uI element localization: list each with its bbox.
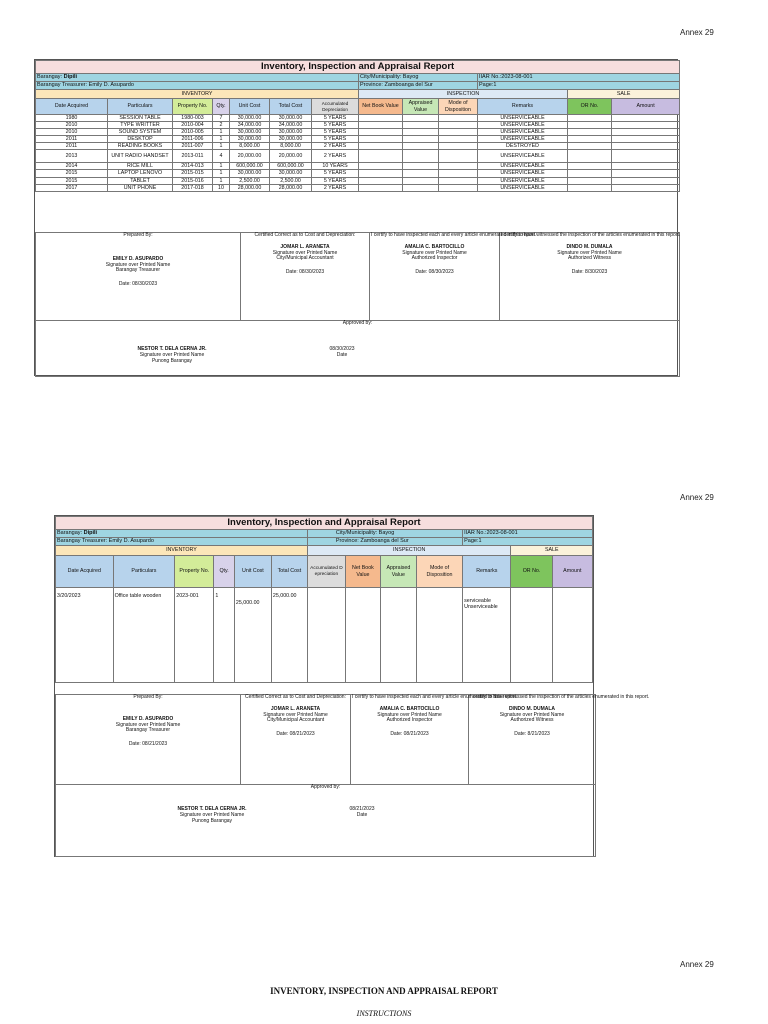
table-row [36, 122, 680, 129]
instructions-title: INVENTORY, INSPECTION AND APPRAISAL REPORT [270, 986, 498, 996]
cell-qty: 7 [213, 115, 230, 122]
cell-amount [612, 115, 680, 122]
cell-particulars: SESSION TABLE [108, 115, 173, 122]
province: Province: Zamboanga del Sur [359, 82, 478, 90]
header-mode-of-disposition: Mode of Disposition [416, 556, 462, 588]
cell-mode-of-disposition [439, 136, 478, 143]
cell-accum-depreciation: 5 YEARS [312, 177, 359, 184]
municipality: City/Municipality: Bayog [307, 530, 462, 538]
cell-unit-cost: 8,000.00 [230, 143, 270, 150]
cell-or-no [568, 163, 612, 170]
cell-qty: 2 [213, 122, 230, 129]
iiar-no: IIAR No.:2023-08-001 [463, 530, 593, 538]
cell-appraised-value [403, 129, 439, 136]
cell-mode-of-disposition [439, 177, 478, 184]
cell-date: 2015 [36, 170, 108, 177]
cell-remarks: UNSERVICEABLE [478, 129, 568, 136]
approve-date: 08/30/2023 [329, 346, 355, 352]
cell-qty: 1 [213, 136, 230, 143]
report-title: Inventory, Inspection and Appraisal Report [56, 517, 593, 530]
cell-amount [612, 136, 680, 143]
cell-property-no: 2010-004 [173, 122, 213, 129]
report-1-table [35, 60, 680, 192]
header-property-no: Property No. [175, 556, 214, 588]
approved-block: Approved by: NESTOR T. DELA CERNA JR. Signature over Printed Name Punong Barangay 08/30/2023 Date [36, 321, 680, 377]
cell-unit-cost: 30,000.00 [230, 115, 270, 122]
cell-particulars: DESKTOP [108, 136, 173, 143]
cell-date: 2015 [36, 177, 108, 184]
municipality: City/Municipality: Bayog [359, 74, 478, 82]
witnessed-block: I certify to have witnessed the inspection of the articles enumerated in this report. DINDO M. DUMALA Signature over Printed Name Authorized Witness Date: 8/21/2023 [469, 695, 596, 785]
cell-amount [552, 588, 592, 683]
header-total-cost: Total Cost [271, 556, 307, 588]
header-accum-depreciation: Accumulated Depreciation [312, 99, 359, 115]
cell-date: 2013 [36, 150, 108, 163]
cell-date: 2010 [36, 129, 108, 136]
inspected-block: I certify to have inspected each and every article enumerated in this report. AMALIA C. BARTOCILLO Signature over Printed Name Authorized Inspector Date: 08/30/2023 [370, 233, 500, 321]
cell-remarks: UNSERVICEABLE [478, 177, 568, 184]
cell-unit-cost: 2,500.00 [230, 177, 270, 184]
header-particulars: Particulars [108, 99, 173, 115]
cell-qty: 1 [213, 163, 230, 170]
cell-or-no [568, 136, 612, 143]
cell-remarks: UNSERVICEABLE [478, 184, 568, 191]
cell-or-no [568, 184, 612, 191]
cell-unit-cost: 30,000.00 [230, 129, 270, 136]
cell-total-cost: 8,000.00 [270, 143, 312, 150]
witnessed-block: I certify to have witnessed the inspection of the articles enumerated in this report. DINDO M. DUMALA Signature over Printed Name Authorized Witness Date: 8/30/2023 [500, 233, 680, 321]
cell-property-no: 1980-003 [173, 115, 213, 122]
cell-particulars: UNIT PHONE [108, 184, 173, 191]
cell-or-no [568, 170, 612, 177]
approver-name: NESTOR T. DELA CERNA JR. [177, 806, 247, 812]
cell-particulars: TYPE WRITTER [108, 122, 173, 129]
cell-date: 2010 [36, 122, 108, 129]
header-qty: Qty. [214, 556, 235, 588]
cell-property-no: 2023-001 [175, 588, 214, 683]
cell-appraised-value [403, 143, 439, 150]
cell-amount [612, 163, 680, 170]
cell-amount [612, 177, 680, 184]
table-row [36, 115, 680, 122]
header-unit-cost: Unit Cost [230, 99, 270, 115]
inspected-block: I certify to have inspected each and every article enumerated in this report. AMALIA C. BARTOCILLO Signature over Printed Name Authorized Inspector Date: 08/21/2023 [351, 695, 469, 785]
cell-remarks: UNSERVICEABLE [478, 170, 568, 177]
report-1-rows [36, 115, 680, 192]
cell-particulars: LAPTOP LENOVO [108, 170, 173, 177]
table-row [36, 129, 680, 136]
section-inspection: INSPECTION [359, 90, 568, 99]
cell-remarks: UNSERVICEABLE [478, 163, 568, 170]
cell-or-no [568, 129, 612, 136]
cell-net-book-value [359, 184, 403, 191]
header-qty: Qty. [213, 99, 230, 115]
cell-mode-of-disposition [439, 170, 478, 177]
cell-mode-of-disposition [439, 115, 478, 122]
instructions-subtitle: INSTRUCTIONS [356, 1009, 412, 1018]
page-number: Page:1 [478, 82, 680, 90]
cell-accum-depreciation: 5 YEARS [312, 170, 359, 177]
treasurer-line: Barangay Treasurer: Emily D. Asupardo [56, 538, 308, 546]
cell-or-no [568, 122, 612, 129]
cell-unit-cost: 20,000.00 [230, 150, 270, 163]
section-inventory: INVENTORY [36, 90, 359, 99]
table-row [36, 184, 680, 191]
cell-mode-of-disposition [439, 143, 478, 150]
cell-total-cost: 34,000.00 [270, 122, 312, 129]
header-particulars: Particulars [113, 556, 175, 588]
cell-accum-depreciation: 5 YEARS [312, 115, 359, 122]
cell-appraised-value [403, 170, 439, 177]
iiar-no: IIAR No.:2023-08-001 [478, 74, 680, 82]
cell-property-no: 2010-005 [173, 129, 213, 136]
cell-particulars: UNIT RADIO HANDSET [108, 150, 173, 163]
cell-remarks: UNSERVICEABLE [478, 150, 568, 163]
header-appraised-value: Appraised Value [380, 556, 416, 588]
cell-net-book-value [359, 170, 403, 177]
annex-label-1: Annex 29 [680, 28, 714, 37]
cell-accum-depreciation: 2 YEARS [312, 150, 359, 163]
section-sale: SALE [511, 546, 593, 556]
barangay-line: Barangay: Dipili [56, 530, 308, 538]
cell-net-book-value [359, 136, 403, 143]
cell-total-cost: 600,000.00 [270, 163, 312, 170]
cell-qty: 1 [213, 143, 230, 150]
cell-remarks: DESTROYED [478, 143, 568, 150]
cell-appraised-value [403, 136, 439, 143]
cell-particulars: RICE MILL [108, 163, 173, 170]
report-2-table [55, 516, 593, 683]
header-appraised-value: Appraised Value [403, 99, 439, 115]
header-total-cost: Total Cost [270, 99, 312, 115]
cell-accum-depreciation [307, 588, 345, 683]
barangay-line: Barangay: Dipili [36, 74, 359, 82]
cell-mode-of-disposition [439, 150, 478, 163]
cell-or-no [568, 143, 612, 150]
cell-net-book-value [359, 150, 403, 163]
cell-appraised-value [403, 150, 439, 163]
cell-appraised-value [403, 177, 439, 184]
cell-particulars: TABLET [108, 177, 173, 184]
cell-mode-of-disposition [439, 129, 478, 136]
cell-property-no: 2015-015 [173, 170, 213, 177]
cell-appraised-value [403, 115, 439, 122]
header-remarks: Remarks [478, 99, 568, 115]
cell-unit-cost: 28,000.00 [230, 184, 270, 191]
cell-amount [612, 170, 680, 177]
report-2 [54, 515, 650, 857]
cell-qty: 10 [213, 184, 230, 191]
cell-mode-of-disposition [439, 122, 478, 129]
approver-name: NESTOR T. DELA CERNA JR. [137, 346, 207, 352]
table-row [36, 136, 680, 143]
cell-total-cost: 30,000.00 [270, 170, 312, 177]
cell-net-book-value [359, 122, 403, 129]
cell-date: 2011 [36, 143, 108, 150]
section-inspection: INSPECTION [307, 546, 511, 556]
header-mode-of-disposition: Mode of Disposition [439, 99, 478, 115]
cell-accum-depreciation: 2 YEARS [312, 184, 359, 191]
cell-date: 2017 [36, 184, 108, 191]
cell-particulars: SOUND SYSTEM [108, 129, 173, 136]
header-net-book-value: Net Book Value [345, 556, 380, 588]
cell-total-cost: 30,000.00 [270, 136, 312, 143]
cell-particulars: READING BOOKS [108, 143, 173, 150]
cell-accum-depreciation: 5 YEARS [312, 122, 359, 129]
cell-date: 2011 [36, 136, 108, 143]
cell-amount [612, 184, 680, 191]
cell-qty: 4 [213, 150, 230, 163]
cell-mode-of-disposition [439, 163, 478, 170]
cell-or-no [568, 150, 612, 163]
table-row [36, 170, 680, 177]
certified-block: Certified Correct as to Cost and Depreciation: JOMAR L. ARANETA Signature over Printed Name City/Municipal Accountant Date: 08/21/2023 [241, 695, 351, 785]
cell-qty: 1 [213, 170, 230, 177]
cell-net-book-value [359, 115, 403, 122]
prepared-by-block: Prepared By: EMILY D. ASUPARDO Signature over Printed Name Barangay Treasurer Date: 08/21/2023 [56, 695, 241, 785]
table-row [36, 163, 680, 170]
cell-amount [612, 150, 680, 163]
cell-appraised-value [403, 163, 439, 170]
cell-particulars: Office table wooden [113, 588, 175, 683]
cell-total-cost: 28,000.00 [270, 184, 312, 191]
cell-unit-cost: 34,000.00 [230, 122, 270, 129]
section-inventory: INVENTORY [56, 546, 308, 556]
cell-total-cost: 25,000.00 [271, 588, 307, 683]
cell-date: 3/20/2023 [56, 588, 114, 683]
table-row [36, 143, 680, 150]
cell-property-no: 2013-011 [173, 150, 213, 163]
cell-or-no [568, 177, 612, 184]
cell-total-cost: 2,500.00 [270, 177, 312, 184]
cell-appraised-value [380, 588, 416, 683]
cell-remarks: serviceable Unserviceable [463, 588, 511, 683]
cell-unit-cost: 600,000.00 [230, 163, 270, 170]
cell-accum-depreciation: 2 YEARS [312, 143, 359, 150]
table-row [36, 150, 680, 163]
report-1-signatures [35, 232, 680, 377]
approve-date: 08/21/2023 [349, 806, 375, 812]
certified-block: Certified Correct as to Cost and Depreciation: JOMAR L. ARANETA Signature over Printed Name City/Municipal Accountant Date: 08/30/2023 [241, 233, 370, 321]
cell-unit-cost: 30,000.00 [230, 136, 270, 143]
header-date-acquired: Date Acquired [56, 556, 114, 588]
column-headers [56, 556, 593, 588]
cell-property-no: 2017-018 [173, 184, 213, 191]
annex-label-3: Annex 29 [680, 960, 714, 969]
cell-unit-cost: 25,000.00 [234, 588, 271, 683]
header-remarks: Remarks [463, 556, 511, 588]
cell-net-book-value [345, 588, 380, 683]
cell-net-book-value [359, 129, 403, 136]
cell-amount [612, 122, 680, 129]
header-net-book-value: Net Book Value [359, 99, 403, 115]
header-amount: Amount [552, 556, 592, 588]
cell-amount [612, 143, 680, 150]
header-unit-cost: Unit Cost [234, 556, 271, 588]
cell-total-cost: 30,000.00 [270, 129, 312, 136]
cell-total-cost: 20,000.00 [270, 150, 312, 163]
cell-date: 2014 [36, 163, 108, 170]
header-property-no: Property No. [173, 99, 213, 115]
cell-remarks: UNSERVICEABLE [478, 122, 568, 129]
cell-date: 1980 [36, 115, 108, 122]
cell-net-book-value [359, 177, 403, 184]
header-or-no: OR No. [511, 556, 552, 588]
prepared-by-block: Prepared By: EMILY D. ASUPARDO Signature over Printed Name Barangay Treasurer Date: 08/30/2023 [36, 233, 241, 321]
cell-remarks: UNSERVICEABLE [478, 136, 568, 143]
cell-qty: 1 [213, 177, 230, 184]
cell-qty: 1 [214, 588, 235, 683]
report-2-signatures [55, 694, 650, 857]
header-date-acquired: Date Acquired [36, 99, 108, 115]
header-amount: Amount [612, 99, 680, 115]
cell-or-no [568, 115, 612, 122]
header-accum-depreciation: Accumulated Depreciation [307, 556, 345, 588]
cell-property-no: 2015-016 [173, 177, 213, 184]
header-or-no: OR No. [568, 99, 612, 115]
treasurer-line: Barangay Treasurer: Emily D. Asupardo [36, 82, 359, 90]
report-title: Inventory, Inspection and Appraisal Report [36, 61, 680, 74]
cell-or-no [511, 588, 552, 683]
section-sale: SALE [568, 90, 680, 99]
cell-net-book-value [359, 143, 403, 150]
cell-net-book-value [359, 163, 403, 170]
annex-label-2: Annex 29 [680, 493, 714, 502]
column-headers [36, 99, 680, 115]
cell-accum-depreciation: 10 YEARS [312, 163, 359, 170]
cell-appraised-value [403, 184, 439, 191]
province: Province: Zamboanga del Sur [307, 538, 462, 546]
report-1 [34, 59, 681, 376]
cell-amount [612, 129, 680, 136]
cell-mode-of-disposition [416, 588, 462, 683]
page-number: Page:1 [463, 538, 593, 546]
cell-qty: 1 [213, 129, 230, 136]
approved-block: Approved by: NESTOR T. DELA CERNA JR. Signature over Printed Name Punong Barangay 08/21/2023 Date [56, 785, 596, 857]
cell-appraised-value [403, 122, 439, 129]
cell-accum-depreciation: 5 YEARS [312, 136, 359, 143]
cell-total-cost: 30,000.00 [270, 115, 312, 122]
cell-unit-cost: 30,000.00 [230, 170, 270, 177]
table-row [36, 177, 680, 184]
cell-accum-depreciation: 5 YEARS [312, 129, 359, 136]
cell-mode-of-disposition [439, 184, 478, 191]
table-row [56, 588, 593, 683]
cell-property-no: 2011-007 [173, 143, 213, 150]
cell-remarks: UNSERVICEABLE [478, 115, 568, 122]
cell-property-no: 2011-006 [173, 136, 213, 143]
cell-property-no: 2014-013 [173, 163, 213, 170]
